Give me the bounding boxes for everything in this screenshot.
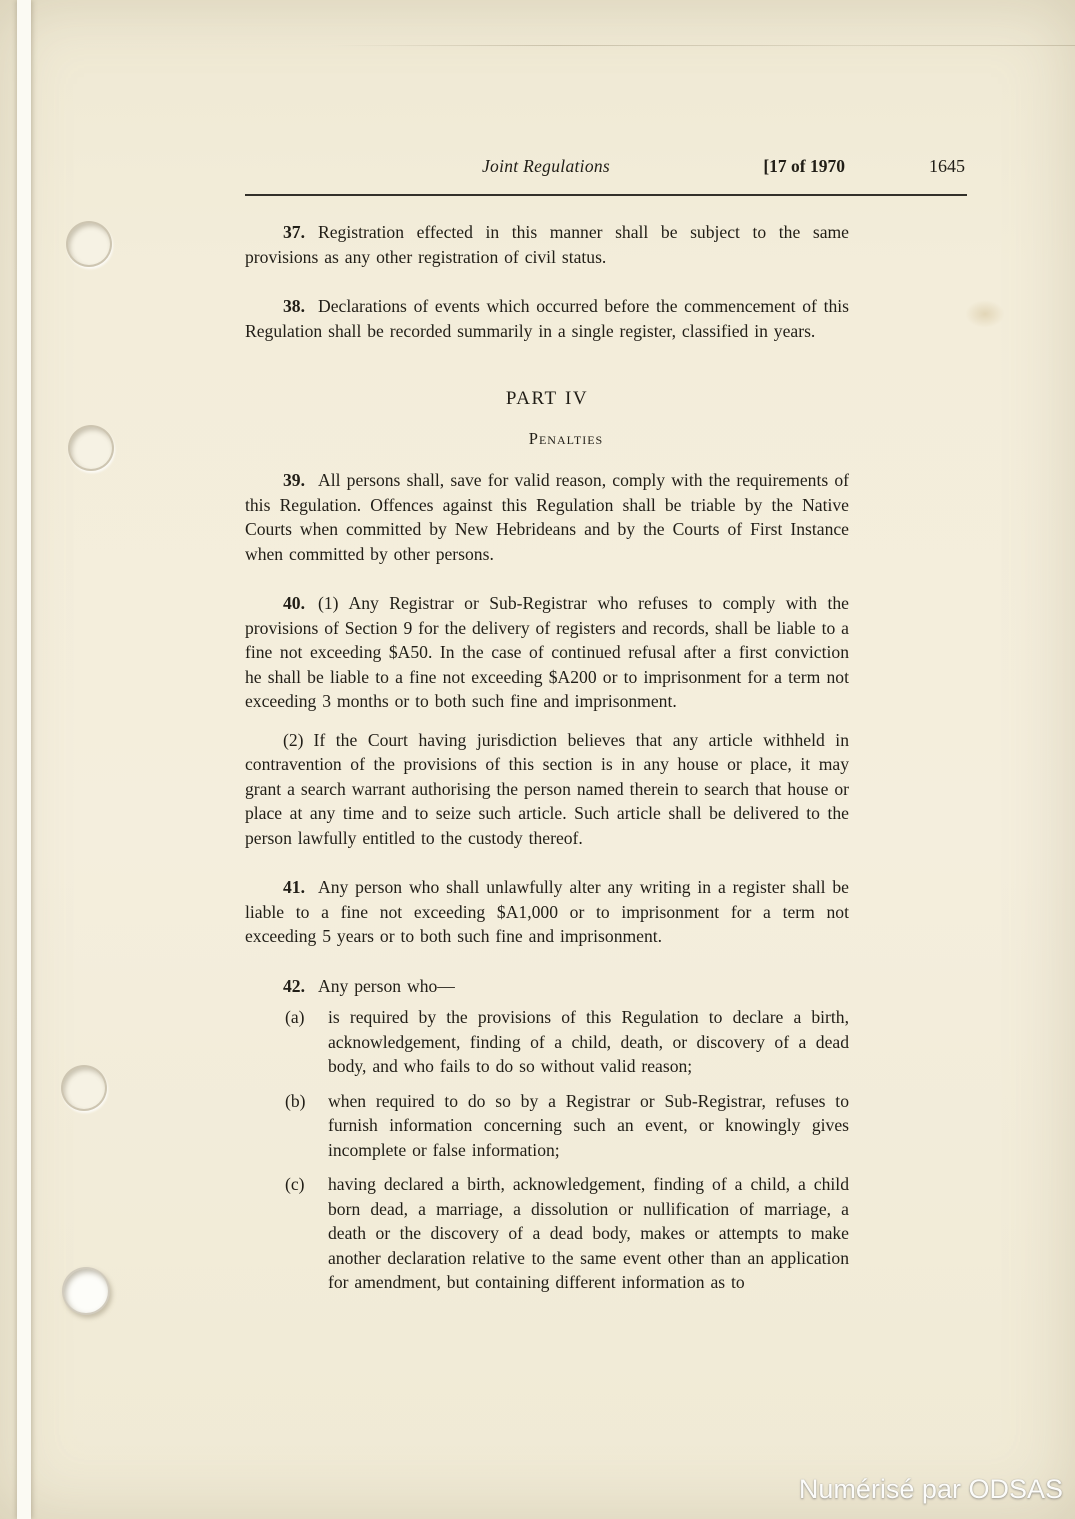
section-number: 37. — [283, 222, 305, 242]
paragraph-39 — [245, 468, 849, 566]
punch-hole — [61, 1065, 107, 1111]
section-number: 38. — [283, 296, 305, 316]
punch-hole — [62, 1267, 110, 1315]
section-number: 42. — [283, 975, 305, 996]
section-text: All persons shall, save for valid reason, comply with the requirements of this Regulation. Offences against this Regulation shall be triable by the Native Courts when committed by New Hebrideans and by the Courts of First Instance when committed by other persons. — [245, 470, 849, 564]
part-subheading: Penalties — [528, 428, 604, 448]
paragraph-41 — [245, 875, 849, 949]
subsection-list — [285, 1005, 849, 1295]
paragraph-37 — [245, 220, 849, 269]
part-heading: PART IV — [505, 388, 589, 409]
section-number: 41. — [283, 877, 305, 897]
punch-hole — [66, 221, 112, 267]
running-title: Joint Regulations — [481, 156, 611, 176]
page-header — [245, 156, 967, 186]
subsection-marker: (2) — [283, 729, 304, 750]
list-item-c — [285, 1172, 849, 1295]
section-text: Any Registrar or Sub-Registrar who refuses to comply with the provisions of Section 9 for the delivery of registers and records, shall be liable to a fine not exceeding $A50. In the case of continued refusal after a first conviction he shall be liable to a fine not exceeding $A200 or to imprisonment for a term not exceeding 3 months or to both such fine and imprisonment. — [245, 593, 849, 711]
section-number: 39. — [283, 470, 305, 490]
paragraph-38 — [245, 294, 849, 343]
paragraph-40-1 — [245, 591, 849, 714]
page-number: 1645 — [929, 156, 965, 176]
list-item-text: is required by the provisions of this Regulation to declare a birth, acknowledgement, finding of a child, death, or discovery of a dead body, and who fails to do so without valid reason; — [328, 1007, 849, 1076]
header-rule — [245, 194, 967, 196]
section-text: If the Court having jurisdiction believes that any article withheld in contravention of the provisions of this section is in any house or place, it may grant a search warrant authorising the person named therein to search that house or place at any time and to seize such article. Such article shall be delivered to the person lawfully entitled to the custody thereof. — [245, 729, 849, 848]
list-item-label: (a) — [285, 1007, 305, 1027]
section-text: Any person who shall unlawfully alter any writing in a register shall be liable to a fine not exceeding $A1,000 or to imprisonment for a term not exceeding 5 years or to both such fine and imprisonment. — [245, 877, 849, 946]
document-body — [245, 220, 849, 1305]
list-item-text: having declared a birth, acknowledgement, finding of a child, a child born dead, a marriage, a dissolution or nullification of marriage, a death or the discovery of a dead body, makes or attempts to make another declaration relative to the same event other than an application for amendment, but containing different information as to — [328, 1174, 849, 1292]
list-item-text: when required to do so by a Registrar or Sub-Registrar, refuses to furnish information concerning such an event, or knowingly gives incomplete or false information; — [328, 1090, 849, 1160]
section-text: Any person who— — [318, 975, 455, 996]
list-item-label: (b) — [285, 1090, 306, 1111]
punch-hole — [68, 425, 114, 471]
scan-smudge-artifact — [965, 300, 1005, 328]
scan-fold-artifact — [330, 45, 1075, 46]
page-edge-artifact — [17, 0, 31, 1519]
section-text: Declarations of events which occurred before the commencement of this Regulation shall be recorded summarily in a single register, classified in years. — [245, 296, 849, 341]
subsection-marker: (1) — [318, 593, 339, 613]
odsas-watermark: Numérisé par ODSAS — [798, 1474, 1063, 1504]
paragraph-42 — [245, 974, 849, 999]
list-item-b — [285, 1089, 849, 1163]
regulation-citation: [17 of 1970 — [763, 156, 845, 176]
section-text: Registration effected in this manner shall be subject to the same provisions as any other registration of civil status. — [245, 222, 849, 267]
section-number: 40. — [283, 593, 305, 613]
list-item-label: (c) — [285, 1174, 305, 1194]
list-item-a — [285, 1005, 849, 1079]
paragraph-40-2 — [245, 728, 849, 851]
